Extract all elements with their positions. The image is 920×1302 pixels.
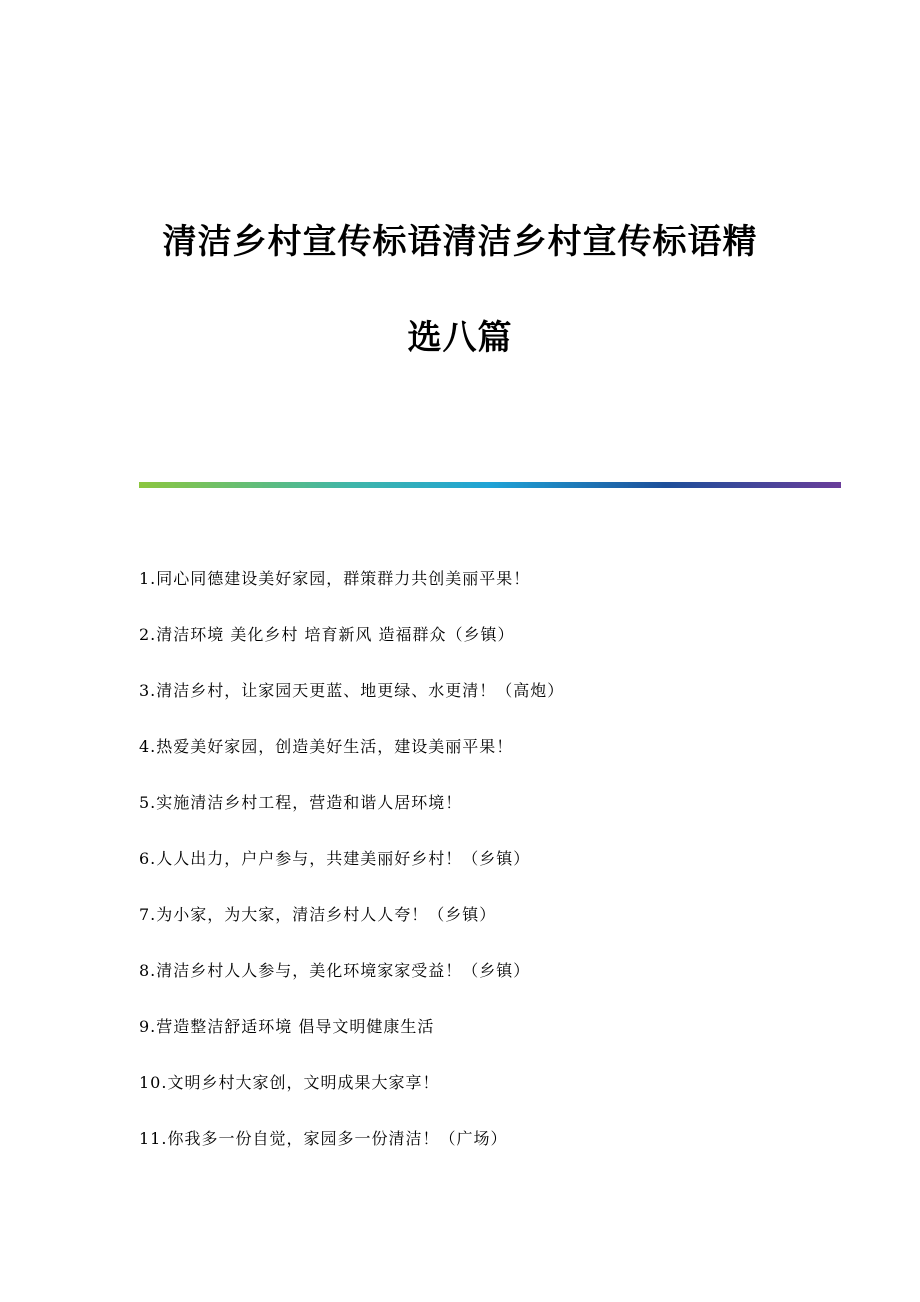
- title-line-1: 清洁乡村宣传标语清洁乡村宣传标语精: [162, 222, 758, 262]
- list-item: 7.为小家，为大家，清洁乡村人人夸！（乡镇）: [139, 905, 497, 924]
- list-item: 11.你我多一份自觉，家园多一份清洁！（广场）: [139, 1129, 508, 1148]
- list-item: 4.热爱美好家园，创造美好生活，建设美丽平果！: [139, 737, 514, 756]
- slogan-list: [139, 566, 839, 1182]
- list-item: 8.清洁乡村人人参与，美化环境家家受益！（乡镇）: [139, 961, 531, 980]
- list-item: 5.实施清洁乡村工程，营造和谐人居环境！: [139, 793, 463, 812]
- list-item: 2.清洁环境 美化乡村 培育新风 造福群众（乡镇）: [139, 625, 515, 644]
- gradient-divider: [139, 482, 841, 488]
- list-item: 6.人人出力，户户参与，共建美丽好乡村！（乡镇）: [139, 849, 531, 868]
- list-item: 9.营造整洁舒适环境 倡导文明健康生活: [139, 1017, 435, 1036]
- list-item: 1.同心同德建设美好家园，群策群力共创美丽平果！: [139, 569, 531, 588]
- title-line-2: 选八篇: [407, 318, 513, 358]
- list-item: 10.文明乡村大家创，文明成果大家享！: [139, 1073, 440, 1092]
- list-item: 3.清洁乡村，让家园天更蓝、地更绿、水更清！（高炮）: [139, 681, 565, 700]
